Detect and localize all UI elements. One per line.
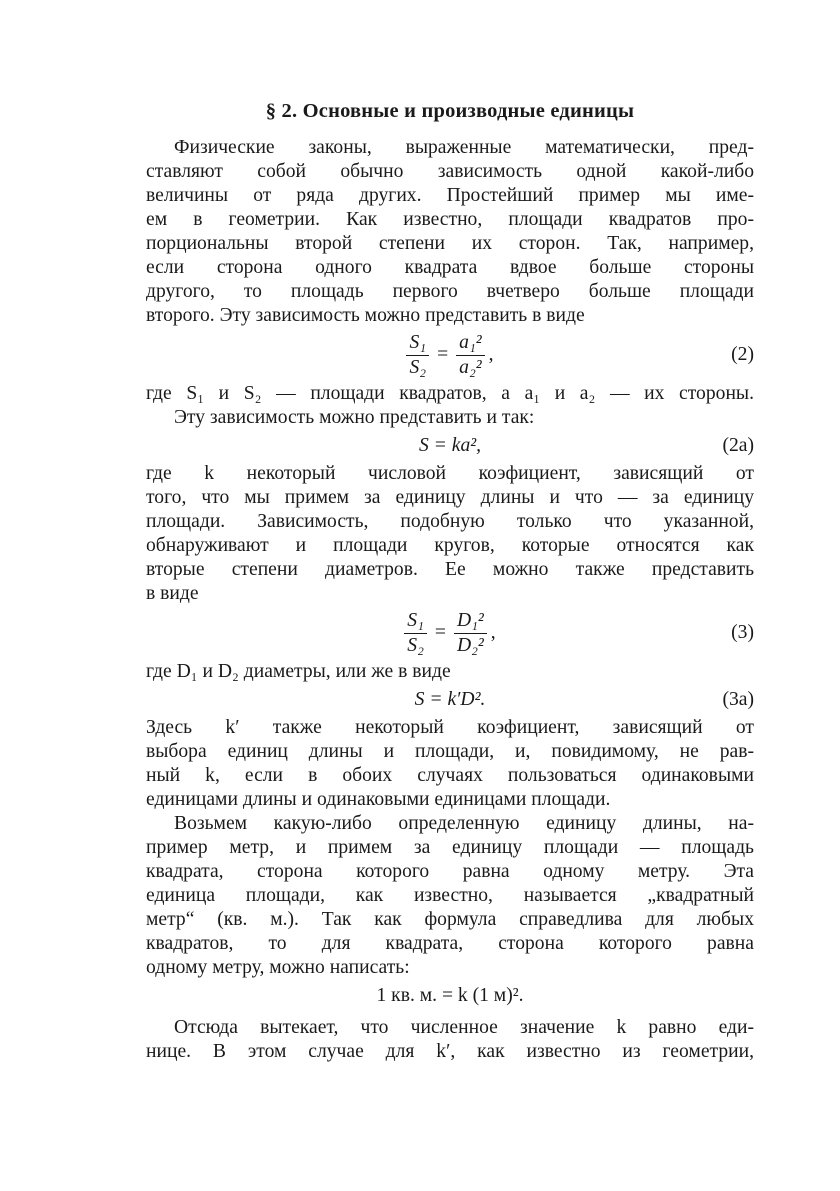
- numerator: D₁²: [454, 610, 487, 634]
- paragraph-5: [146, 1016, 754, 1064]
- text-line: нице. В этом случае для k′, как известно из геометрии,: [146, 1041, 754, 1062]
- paragraph-1: [146, 136, 754, 328]
- text-line: в виде: [146, 583, 199, 604]
- text-line: метр“ (кв. м.). Так как формула справедлива для любых: [146, 909, 754, 930]
- text-line: выбора единиц длины и площади, и, повидимому, не рав-: [146, 741, 754, 762]
- section-title: § 2. Основные и производные единицы: [265, 100, 635, 122]
- text-line: Эту зависимость можно представить и так:: [174, 407, 535, 428]
- text-line: Отсюда вытекает, что численное значение k равно еди-: [174, 1017, 754, 1038]
- fraction-lhs: [406, 332, 429, 379]
- comma: ,: [488, 344, 494, 365]
- text-line: Возьмем какую-либо определенную единицу длины, на-: [174, 813, 754, 834]
- denominator: D₂²: [456, 634, 484, 656]
- text-line: ем в геометрии. Как известно, площади квадратов про-: [146, 209, 754, 230]
- equation-expression: S = ka²,: [418, 435, 482, 456]
- text-line: если сторона одного квадрата вдвое больше стороны: [146, 257, 754, 278]
- paragraph-after-eq2: [146, 382, 754, 430]
- equation-number: (2): [731, 344, 754, 365]
- paragraph-3: [146, 716, 754, 812]
- fraction-rhs: [456, 332, 484, 379]
- text-line: Физические законы, выраженные математически, пред-: [174, 137, 754, 158]
- denominator: a₂²: [459, 356, 482, 378]
- numerator: S₁: [406, 332, 429, 356]
- text-line: того, что мы примем за единицу длины и что — за единицу: [146, 487, 754, 508]
- equals-sign: =: [437, 344, 449, 365]
- text-line: порциональны второй степени их сторон. Так, например,: [146, 233, 754, 254]
- fraction-lhs: [404, 610, 427, 657]
- equation-number: (2a): [722, 435, 754, 456]
- text-line: где S₁ и S₂ — площади квадратов, а a₁ и a₂ — их стороны.: [146, 383, 754, 404]
- paragraph-4: [146, 812, 754, 980]
- equation-3: [146, 606, 754, 660]
- text-line: где D₁ и D₂ диаметры, или же в виде: [146, 661, 451, 682]
- text-line: единица площади, как известно, называется „квадратный: [146, 885, 754, 906]
- text-line: ставляют собой обычно зависимость одной какой-либо: [146, 161, 754, 182]
- equation-3a: [146, 684, 754, 716]
- numerator: S₁: [404, 610, 427, 634]
- text-line: одному метру, можно написать:: [146, 957, 410, 978]
- equation-2a: [146, 430, 754, 462]
- paragraph-after-eq3: [146, 660, 754, 684]
- paragraph-2: [146, 462, 754, 606]
- text-line: Здесь k′ также некоторый коэфициент, зависящий от: [146, 717, 754, 738]
- text-line: где k некоторый числовой коэфициент, зависящий от: [146, 463, 754, 484]
- denominator: S₂: [409, 356, 427, 378]
- text-line: второго. Эту зависимость можно представить в виде: [146, 305, 585, 326]
- equation-number: (3): [731, 622, 754, 643]
- text-line: квадрата, сторона которого равна одному метру. Эта: [146, 861, 754, 882]
- fraction-rhs: [454, 610, 487, 657]
- text-line: пример метр, и примем за единицу площади — площадь: [146, 837, 754, 858]
- equals-sign: =: [434, 622, 446, 643]
- equation-2: [146, 328, 754, 382]
- text-line: единицами длины и одинаковыми единицами площади.: [146, 789, 611, 810]
- equation-number: (3a): [722, 689, 754, 710]
- text-line: вторые степени диаметров. Ее можно также представить: [146, 559, 754, 580]
- text-line: ный k, если в обоих случаях пользоваться одинаковыми: [146, 765, 754, 786]
- text-line: площади. Зависимость, подобную только что указанной,: [146, 511, 754, 532]
- numerator: a₁²: [456, 332, 484, 356]
- comma: ,: [490, 622, 496, 643]
- text-line: обнаруживают и площади кругов, которые относятся как: [146, 535, 754, 556]
- text-line: величины от ряда других. Простейший пример мы име-: [146, 185, 754, 206]
- equation-unit: [146, 980, 754, 1012]
- text-line: квадратов, то для квадрата, сторона которого равна: [146, 933, 754, 954]
- text-line: другого, то площадь первого вчетверо больше площади: [146, 281, 754, 302]
- equation-expression: S = k′D².: [414, 689, 486, 710]
- denominator: S₂: [407, 634, 424, 656]
- equation-expression: 1 кв. м. = k (1 м)².: [376, 985, 524, 1006]
